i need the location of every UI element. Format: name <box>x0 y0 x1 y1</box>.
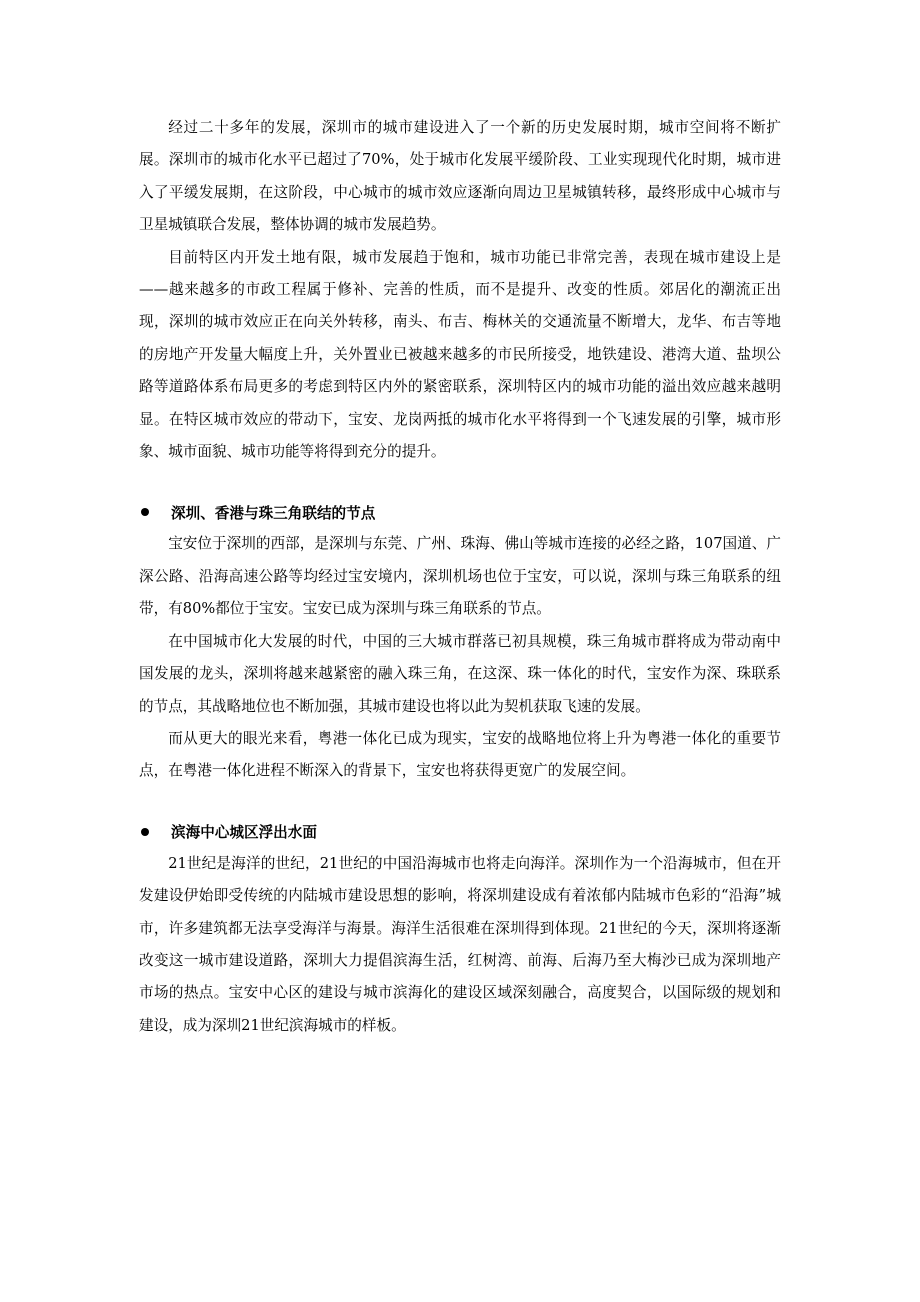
section-heading-text: 滨海中心城区浮出水面 <box>171 824 317 842</box>
section-heading <box>139 496 781 528</box>
section-paragraph: 宝安位于深圳的西部，是深圳与东莞、广州、珠海、佛山等城市连接的必经之路，107国道、广深公路、沿海高速公路等均经过宝安境内，深圳机场也位于宝安，可以说，深圳与珠三角联系的纽带，有80%都位于宝安。宝安已成为深圳与珠三角联系的节点。 <box>139 535 781 618</box>
section-coastal <box>139 816 781 1042</box>
intro-paragraph-2: 目前特区内开发土地有限，城市发展趋于饱和，城市功能已非常完善，表现在城市建设上是——越来越多的市政工程属于修补、完善的性质，而不是提升、改变的性质。郊居化的潮流正出现，深圳的城市效应正在向关外转移，南头、布吉、梅林关的交通流量不断增大，龙华、布吉等地的房地产开发量大幅度上升，关外置业已被越来越多的市民所接受，地铁建设、港湾大道、盐坝公路等道路体系布局更多的考虑到特区内外的紧密联系，深圳特区内的城市功能的溢出效应越来越明显。在特区城市效应的带动下，宝安、龙岗两抵的城市化水平将得到一个飞速发展的引擎，城市形象、城市面貌、城市功能等将得到充分的提升。 <box>139 248 781 461</box>
section-paragraph: 而从更大的眼光来看，粤港一体化已成为现实，宝安的战略地位将上升为粤港一体化的重要节点，在粤港一体化进程不断深入的背景下，宝安也将获得更宽广的发展空间。 <box>139 729 781 780</box>
section-paragraph: 21世纪是海洋的世纪，21世纪的中国沿海城市也将走向海洋。深圳作为一个沿海城市，但在开发建设伊始即受传统的内陆城市建设思想的影响，将深圳建设成有着浓郁内陆城市色彩的“沿海”城市，许多建筑都无法享受海洋与海景。海洋生活很难在深圳得到体现。21世纪的今天，深圳将逐渐改变这一城市建设道路，深圳大力提倡滨海生活，红树湾、前海、后海乃至大梅沙已成为深圳地产市场的热点。宝安中心区的建设与城市滨海化的建设区域深刻融合，高度契合，以国际级的规划和建设，成为深圳21世纪滨海城市的样板。 <box>139 854 781 1034</box>
intro-paragraph-1: 经过二十多年的发展，深圳市的城市建设进入了一个新的历史发展时期，城市空间将不断扩展。深圳市的城市化水平已超过了70%，处于城市化发展平缓阶段、工业实现现代化时期，城市进入了平缓发展期，在这阶段，中心城市的城市效应逐渐向周边卫星城镇转移，最终形成中心城市与卫星城镇联合发展，整体协调的城市发展趋势。 <box>139 119 781 234</box>
section-node <box>139 496 781 787</box>
document-body <box>139 112 781 1042</box>
bullet-icon <box>141 828 149 836</box>
section-heading <box>139 816 781 848</box>
section-heading-text: 深圳、香港与珠三角联结的节点 <box>171 504 376 522</box>
section-paragraph: 在中国城市化大发展的时代，中国的三大城市群落已初具规模，珠三角城市群将成为带动南中国发展的龙头，深圳将越来越紧密的融入珠三角，在这深、珠一体化的时代，宝安作为深、珠联系的节点，其战略地位也不断加强，其城市建设也将以此为契机获取飞速的发展。 <box>139 632 781 715</box>
bullet-icon <box>141 508 149 516</box>
